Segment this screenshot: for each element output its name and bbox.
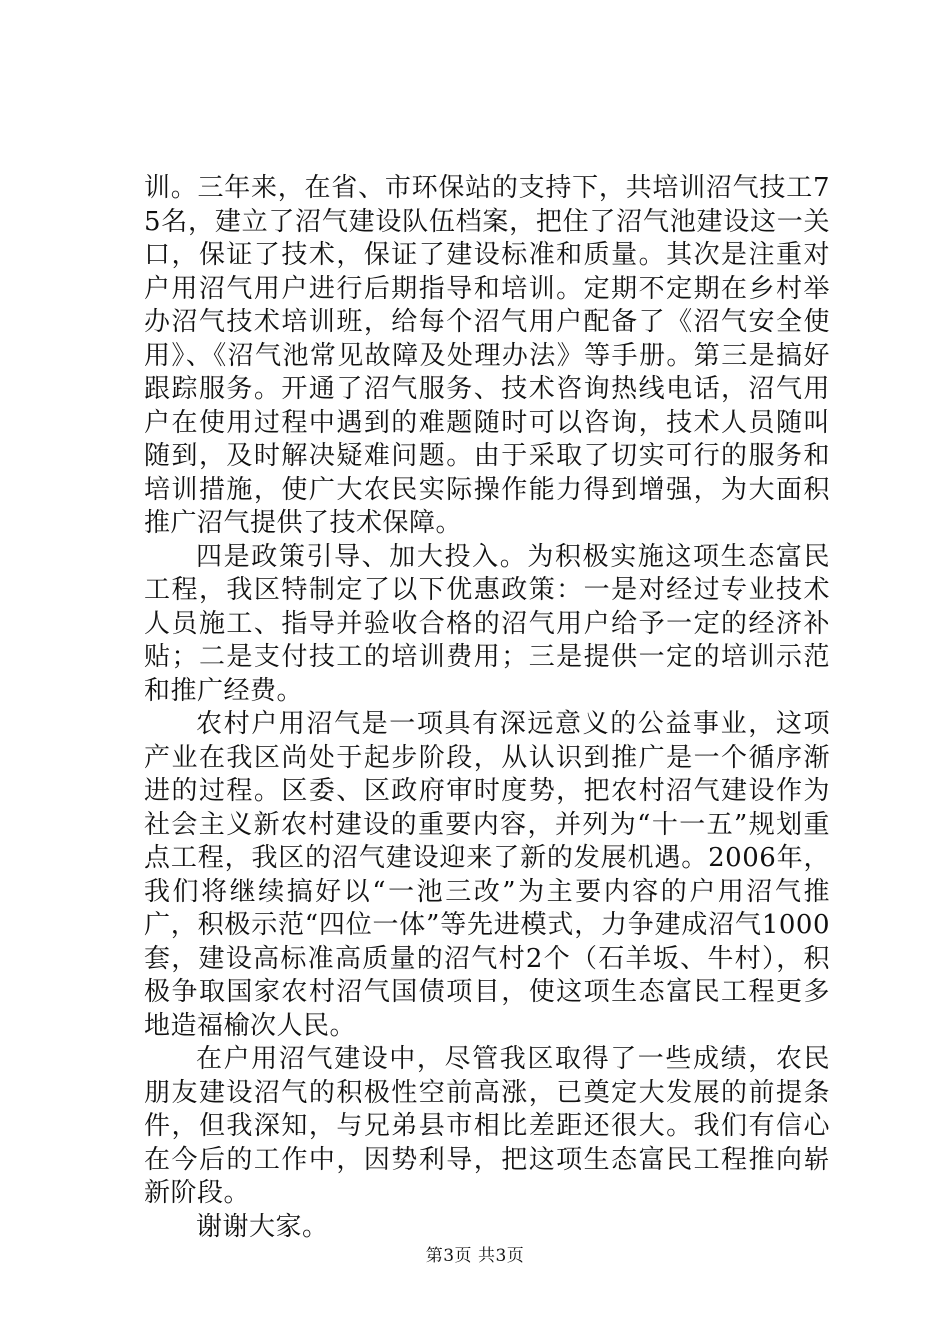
paragraph-thanks: 谢谢大家。 (196, 1211, 329, 1242)
paragraph-continued: 训。三年来，在省、市环保站的支持下，共培训沼气技工75名，建立了沼气建设队伍档案，把住了沼气池建设这一关口，保证了技术，保证了建设标准和质量。其次是注重对户用沼气用户进行后期指导和培训。定期不定期在乡村举办沼气技术培训班，给每个沼气用户配备了《沼气安全使用》、《沼气池常见故障及处理办法》等手册。第三是搞好跟踪服务。开通了沼气服务、技术咨询热线电话，沼气用户在使用过程中遇到的难题随时可以咨询，技术人员随叫随到，及时解决疑难问题。由于采取了切实可行的服务和培训措施，使广大农民实际操作能力得到增强，为大面积推广沼气提供了技术保障。 (144, 173, 830, 538)
paragraph-policy: 四是政策引导、加大投入。为积极实施这项生态富民工程，我区特制定了以下优惠政策：一是对经过专业技术人员施工、指导并验收合格的沼气用户给予一定的经济补贴；二是支付技工的培训费用；三是提供一定的培训示范和推广经费。 (144, 541, 830, 706)
paragraph-outlook: 农村户用沼气是一项具有深远意义的公益事业，这项产业在我区尚处于起步阶段，从认识到推广是一个循序渐进的过程。区委、区政府审时度势，把农村沼气建设作为社会主义新农村建设的重要内容，并列为“十一五”规划重点工程，我区的沼气建设迎来了新的发展机遇。2006年，我们将继续搞好以“一池三改”为主要内容的户用沼气推广，积极示范“四位一体”等先进模式，力争建成沼气1000套，建设高标准高质量的沼气村2个（石羊坂、牛村），积极争取国家农村沼气国债项目，使这项生态富民工程更多地造福榆次人民。 (144, 709, 830, 1041)
document-body (144, 172, 830, 1244)
paragraph-conclusion: 在户用沼气建设中，尽管我区取得了一些成绩，农民朋友建设沼气的积极性空前高涨，已奠定大发展的前提条件，但我深知，与兄弟县市相比差距还很大。我们有信心在今后的工作中，因势利导，把这项生态富民工程推向崭新阶段。 (144, 1044, 830, 1208)
page-footer: 第3页 共3页 (425, 1246, 525, 1266)
